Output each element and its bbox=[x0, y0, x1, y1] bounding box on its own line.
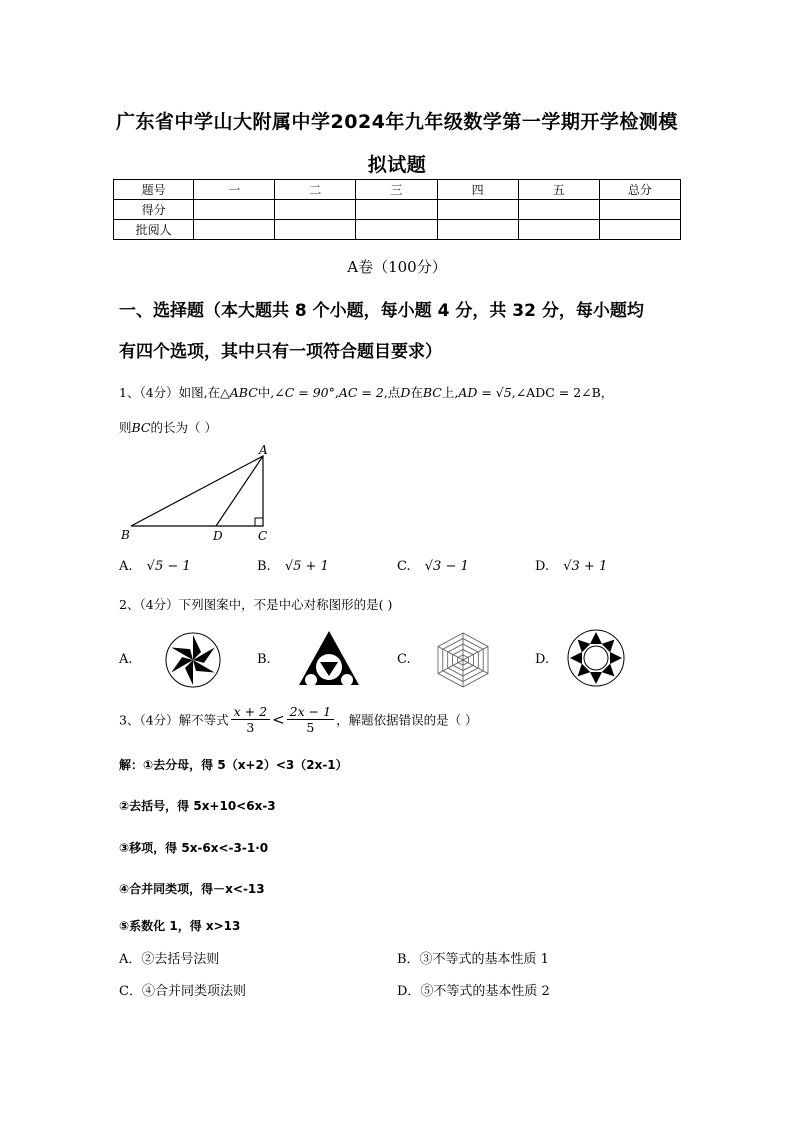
text: 中, bbox=[257, 385, 275, 400]
text: 1、（4分）如图,在 bbox=[119, 385, 221, 400]
document-title-line1: 广东省中学山大附属中学2024年九年级数学第一学期开学检测模 bbox=[116, 111, 678, 133]
table-cell bbox=[275, 200, 356, 220]
q1-option-a[interactable] bbox=[119, 559, 191, 574]
part-a-heading: A卷（100分） bbox=[347, 258, 447, 276]
text: 在 bbox=[410, 385, 423, 400]
table-cell bbox=[518, 200, 599, 220]
question-3-text bbox=[119, 704, 478, 735]
score-table-header-row bbox=[114, 180, 681, 200]
table-cell bbox=[194, 200, 275, 220]
solution-step-3: ③移项，得 5x-6x<-3-1·0 bbox=[119, 841, 269, 855]
right-angle-mark bbox=[255, 518, 263, 526]
table-cell bbox=[275, 220, 356, 240]
table-cell: 二 bbox=[275, 180, 356, 200]
q1-option-d[interactable] bbox=[535, 559, 607, 574]
math-abc: △ABC bbox=[220, 385, 258, 400]
triangle-figure bbox=[115, 442, 280, 546]
score-table bbox=[113, 179, 681, 240]
score-table-row bbox=[114, 220, 681, 240]
question-1-line2 bbox=[119, 418, 217, 436]
fraction-numerator: x + 2 bbox=[231, 704, 270, 720]
pinwheel-icon bbox=[163, 630, 223, 690]
table-cell bbox=[518, 220, 599, 240]
math-ac: AC = 2 bbox=[338, 385, 384, 400]
q1-option-c[interactable] bbox=[397, 559, 469, 574]
q3-option-c[interactable]: C．④合并同类项法则 bbox=[119, 984, 246, 999]
question-1-line1 bbox=[119, 383, 613, 401]
fraction-denominator: 5 bbox=[306, 720, 315, 735]
table-cell: 批阅人 bbox=[114, 220, 194, 240]
label-c: C bbox=[258, 529, 268, 543]
table-cell: 五 bbox=[518, 180, 599, 200]
q3-option-a[interactable]: A．②去括号法则 bbox=[119, 952, 220, 967]
option-value: √3 − 1 bbox=[424, 559, 469, 574]
triangle-abc bbox=[131, 456, 263, 526]
text: 3、（4分）解不等式 bbox=[119, 712, 229, 728]
solution-step-1: 解：①去分母，得 5（x+2）<3（2x-1） bbox=[119, 758, 348, 772]
fraction-denominator: 3 bbox=[246, 720, 255, 735]
option-label: A. bbox=[119, 559, 133, 574]
text: ,点 bbox=[383, 385, 401, 400]
option-value: √5 − 1 bbox=[146, 559, 191, 574]
q3-option-d[interactable]: D．⑤不等式的基本性质 2 bbox=[397, 984, 550, 999]
math-bc: BC bbox=[131, 420, 151, 435]
score-table-row bbox=[114, 200, 681, 220]
table-cell: 得分 bbox=[114, 200, 194, 220]
document-title-line2: 拟试题 bbox=[367, 154, 427, 176]
q2-option-a-label[interactable]: A. bbox=[119, 652, 133, 667]
q2-option-d-label[interactable]: D. bbox=[535, 652, 550, 667]
hexagon-web-icon bbox=[432, 630, 494, 690]
q2-option-b-label[interactable]: B. bbox=[257, 652, 271, 667]
section-heading-line2: 有四个选项，其中只有一项符合题目要求） bbox=[119, 342, 442, 362]
fraction-2 bbox=[287, 704, 334, 735]
table-cell: 四 bbox=[437, 180, 518, 200]
q3-option-b[interactable]: B．③不等式的基本性质 1 bbox=[397, 952, 549, 967]
table-cell bbox=[194, 220, 275, 240]
math-angle: ∠C = 90° bbox=[274, 385, 335, 400]
math-d: D bbox=[400, 385, 411, 400]
option-label: C. bbox=[397, 559, 411, 574]
solution-step-5: ⑤系数化 1，得 x>13 bbox=[119, 919, 241, 933]
option-label: D. bbox=[535, 559, 550, 574]
text: ，解题依据错误的是（ ） bbox=[336, 712, 478, 728]
table-cell bbox=[599, 220, 680, 240]
solution-step-2: ②去括号，得 5x+10<6x-3 bbox=[119, 799, 276, 813]
table-cell bbox=[437, 220, 518, 240]
fraction-1 bbox=[231, 704, 270, 735]
table-cell: 三 bbox=[356, 180, 437, 200]
table-cell: 题号 bbox=[114, 180, 194, 200]
q2-option-c-label[interactable]: C. bbox=[397, 652, 411, 667]
text: 上, bbox=[441, 385, 459, 400]
q1-option-b[interactable] bbox=[257, 559, 329, 574]
table-cell bbox=[356, 220, 437, 240]
segment-ad bbox=[216, 456, 263, 526]
text: ,∠ADC = 2∠B， bbox=[511, 385, 614, 400]
triangle-emblem-icon bbox=[296, 628, 362, 688]
less-than-sign: < bbox=[272, 710, 285, 729]
label-a: A bbox=[259, 443, 268, 457]
text: , bbox=[334, 385, 339, 400]
solution-step-4: ④合并同类项，得－x<-13 bbox=[119, 882, 265, 896]
text: 则 bbox=[119, 420, 132, 435]
section-heading-line1: 一、选择题（本大题共 8 个小题，每小题 4 分，共 32 分，每小题均 bbox=[119, 301, 644, 321]
math-bc: BC bbox=[422, 385, 442, 400]
math-ad: AD = √5 bbox=[458, 385, 512, 400]
text: 的长为（ ） bbox=[150, 420, 217, 435]
table-cell: 总分 bbox=[599, 180, 680, 200]
table-cell bbox=[599, 200, 680, 220]
arrow-ring-icon bbox=[566, 628, 626, 688]
question-2-text: 2、（4分）下列图案中，不是中心对称图形的是( ) bbox=[119, 597, 393, 612]
option-label: B. bbox=[257, 559, 271, 574]
table-cell bbox=[437, 200, 518, 220]
option-value: √3 + 1 bbox=[563, 559, 608, 574]
table-cell: 一 bbox=[194, 180, 275, 200]
option-value: √5 + 1 bbox=[284, 559, 329, 574]
fraction-numerator: 2x − 1 bbox=[287, 704, 334, 720]
label-b: B bbox=[121, 528, 130, 542]
table-cell bbox=[356, 200, 437, 220]
label-d: D bbox=[213, 529, 223, 543]
